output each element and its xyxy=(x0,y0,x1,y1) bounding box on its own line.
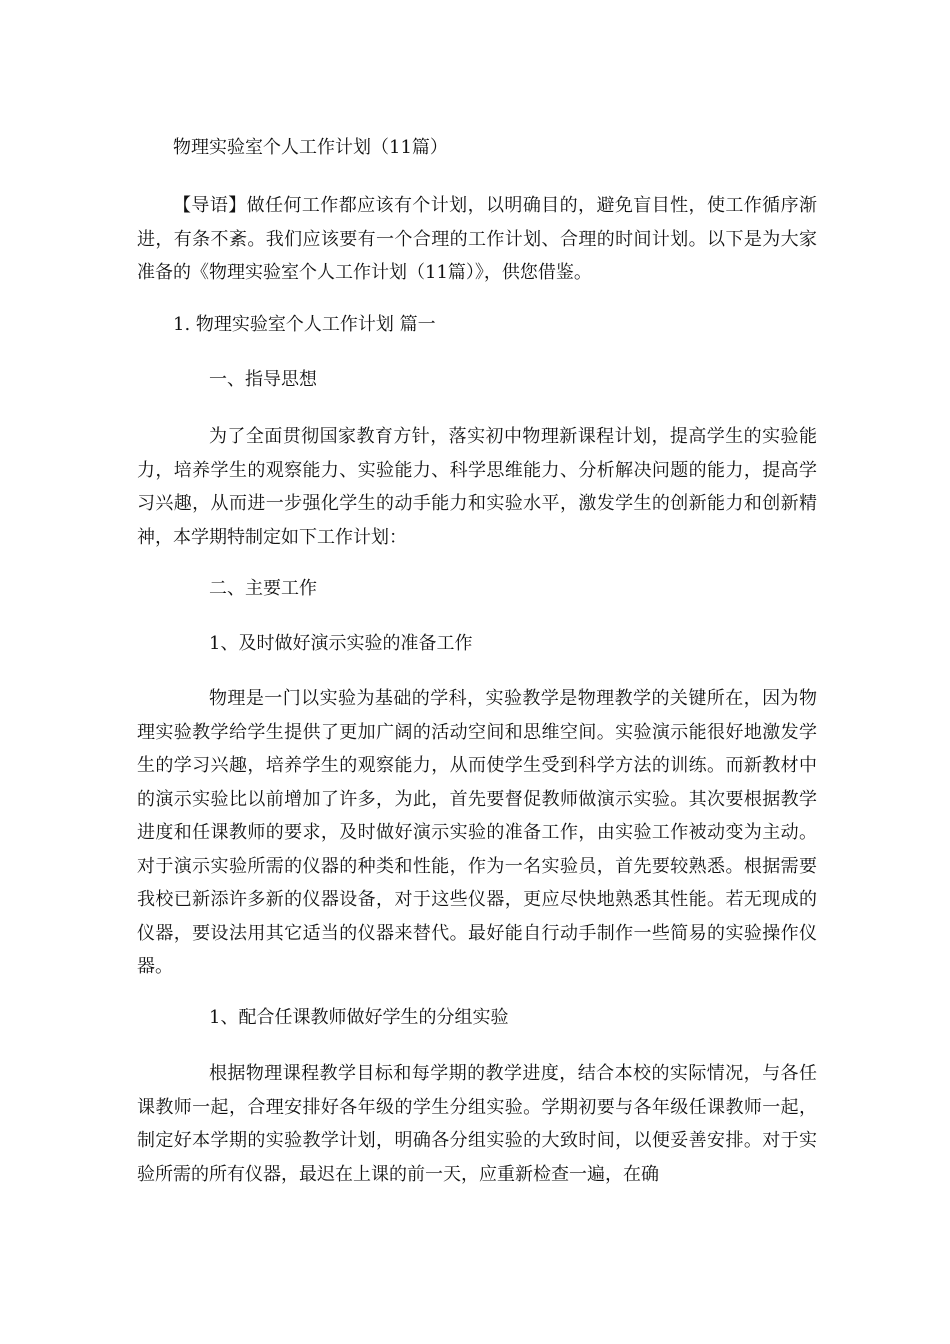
document-title: 物理实验室个人工作计划（11篇） xyxy=(173,137,448,158)
part1-heading: 一、指导思想 xyxy=(209,369,317,390)
part1-paragraph: 为了全面贯彻国家教育方针，落实初中物理新课程计划，提高学生的实验能力，培养学生的观察能力、实验能力、科学思维能力、分析解决问题的能力，提高学习兴趣，从而进一步强化学生的动手能力和实验水平，激发学生的创新能力和创新精神，本学期特制定如下工作计划： xyxy=(137,426,817,548)
item1-paragraph: 物理是一门以实验为基础的学科，实验教学是物理教学的关键所在，因为物理实验教学给学生提供了更加广阔的活动空间和思维空间。实验演示能很好地激发学生的学习兴趣，培养学生的观察能力，从而使学生受到科学方法的训练。而新教材中的演示实验比以前增加了许多，为此，首先要督促教师做演示实验。其次要根据教学进度和任课教师的要求，及时做好演示实验的准备工作，由实验工作被动变为主动。对于演示实验所需的仪器的种类和性能，作为一名实验员，首先要较熟悉。根据需要我校已新添许多新的仪器设备，对于这些仪器，更应尽快地熟悉其性能。若无现成的仪器，要设法用其它适当的仪器来替代。最好能自行动手制作一些简易的实验操作仪器。 xyxy=(137,688,817,977)
item2-paragraph: 根据物理课程教学目标和每学期的教学进度，结合本校的实际情况，与各任课教师一起，合理安排好各年级的学生分组实验。学期初要与各年级任课教师一起，制定好本学期的实验教学计划，明确各分组实验的大致时间，以便妥善安排。对于实验所需的所有仪器，最迟在上课的前一天，应重新检查一遍，在确 xyxy=(137,1063,817,1185)
item1-heading: 1、及时做好演示实验的准备工作 xyxy=(209,633,473,654)
part2-heading: 二、主要工作 xyxy=(209,578,317,599)
section-heading: 1. 物理实验室个人工作计划 篇一 xyxy=(173,314,436,335)
item2-heading: 1、配合任课教师做好学生的分组实验 xyxy=(209,1007,509,1028)
intro-paragraph: 【导语】做任何工作都应该有个计划，以明确目的，避免盲目性，使工作循序渐进，有条不紊。我们应该要有一个合理的工作计划、合理的时间计划。以下是为大家准备的《物理实验室个人工作计划（11篇）》，供您借鉴。 xyxy=(137,195,817,283)
